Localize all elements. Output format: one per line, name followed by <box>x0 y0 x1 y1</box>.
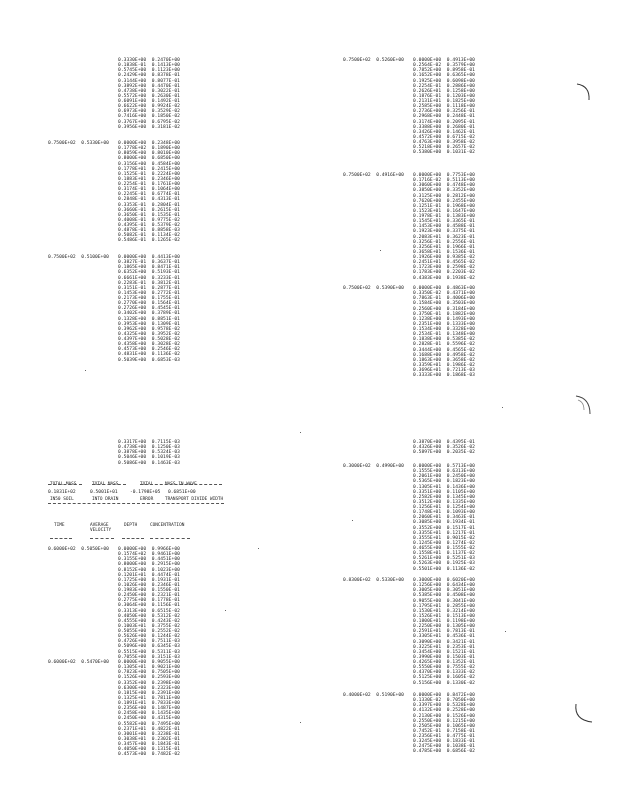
data-row: 0.1325E+01 0.7811E+00 <box>118 695 180 701</box>
data-row: 0.3125E+00 0.2812E+00 <box>413 193 475 199</box>
data-row: 0.0000E+00 0.5713E+00 <box>413 464 475 469</box>
data-row: 0.2968E+00 0.2448E-01 <box>413 114 475 120</box>
data-row: 0.4573E+00 0.7482E-02 <box>118 752 180 758</box>
data-row: 0.5263E+00 0.1925E-03 <box>413 561 475 567</box>
data-row: 0.4572E+00 0.6715E-02 <box>413 134 475 140</box>
data-row: 0.3351E+00 0.1105E+00 <box>413 489 475 495</box>
data-row: 0.4326E+00 0.3526E-02 <box>413 445 475 451</box>
top-right-block-1-header: 0.7500E+02 0.5260E+00 <box>343 58 404 63</box>
data-row: 0.1725E+00 0.1931E-01 <box>118 577 180 583</box>
data-row: 0.4878E-01 0.8858E-03 <box>118 228 180 234</box>
data-row: 0.3256E+01 0.1966E-01 <box>413 244 475 250</box>
data-row: 0.2828E-01 0.5596E-02 <box>413 342 475 348</box>
bottom-right-block-1 <box>413 464 475 572</box>
data-row: 0.1328E+00 0.8851E-01 <box>118 316 180 322</box>
punch-hole-arc-top <box>575 82 595 102</box>
scan-speck <box>380 250 381 251</box>
scan-speck <box>300 722 301 723</box>
data-row: 0.2626E+01 0.1258E+00 <box>413 88 475 94</box>
data-row: 0.3402E+00 0.3789E-01 <box>118 311 180 317</box>
data-row: 0.2591E+01 0.7813E-01 <box>413 629 475 635</box>
data-row: 0.2061E+00 0.2450E+00 <box>413 474 475 480</box>
data-row: 0.1863E+00 0.3658E-02 <box>413 357 475 363</box>
data-row: 0.2283E-01 0.3812E-01 <box>118 280 180 286</box>
col-header-time: TIME <box>54 523 65 528</box>
top-left-block-2 <box>118 141 180 244</box>
data-row: 0.1926E+00 0.9385E-02 <box>413 255 475 260</box>
summary-header-1: TOTAL MASS IN50 SOIL <box>50 482 77 502</box>
col-header-velocity: AVERAGE VELOCITY <box>90 523 112 533</box>
table-rule-1 <box>50 538 72 539</box>
punch-hole-arc-middle <box>572 392 594 422</box>
data-row: 0.3151E-01 0.2877E-01 <box>118 285 180 291</box>
data-row: 0.4050E+00 0.5312E-02 <box>118 613 180 619</box>
data-row: 0.1876E-01 0.1203E+00 <box>413 93 475 99</box>
data-row: 0.2429E+00 0.8378E-01 <box>118 73 180 79</box>
data-row: 0.6352E+00 0.5193E-01 <box>118 270 180 276</box>
data-row: 0.3696E+01 0.7213E-03 <box>413 368 475 373</box>
data-row: 0.7852E+00 0.8958E-01 <box>413 68 475 74</box>
data-row: 0.0000E+00 0.8472E+00 <box>413 693 475 698</box>
data-row: 0.1838E-01 0.1413E+00 <box>118 63 180 69</box>
data-row: 0.1883E+01 0.2346E+00 <box>118 176 180 182</box>
punch-hole-arc-bottom <box>572 700 596 728</box>
data-row: 0.3444E+00 0.4565E-02 <box>413 347 475 353</box>
data-row: 0.3892E+00 0.4470E-01 <box>118 83 180 89</box>
table-rule-3 <box>122 538 144 539</box>
data-row: 0.3990E+00 0.1503E-01 <box>413 654 475 660</box>
data-row: 0.7863E-01 0.4006E+00 <box>413 296 475 302</box>
data-row: 0.4383E+00 0.1938E-02 <box>413 275 475 281</box>
data-row: 0.3512E+00 0.1335E+00 <box>413 499 475 505</box>
data-row: 0.4395E-01 0.5379E-02 <box>118 223 180 228</box>
data-row: 0.5745E+00 0.1123E+00 <box>118 68 180 74</box>
data-row: 0.1545E+01 0.3365E-01 <box>413 219 475 225</box>
scan-speck <box>502 407 503 408</box>
data-row: 0.4397E+00 0.5028E-02 <box>118 337 180 342</box>
data-row: 0.1795E+01 0.2855E+00 <box>413 603 475 609</box>
scan-speck <box>352 520 353 521</box>
data-row: 0.1783E+00 0.2203E-02 <box>413 270 475 276</box>
summary-rule-3 <box>140 484 222 485</box>
data-row: 0.3457E+00 0.1843E-01 <box>118 742 180 747</box>
data-row: 0.5486E-01 0.1265E-02 <box>118 238 180 244</box>
data-row: 0.3555E+01 0.9015E-02 <box>413 535 475 541</box>
data-row: 0.0000E+00 0.2348E+00 <box>118 141 180 146</box>
data-row: 0.1574E+02 0.9461E+00 <box>118 552 180 558</box>
data-row: 0.3650E-01 0.1535E-01 <box>118 212 180 218</box>
data-row: 0.2130E+00 0.1526E+00 <box>413 713 475 719</box>
data-row: 0.3333E+00 0.1868E-03 <box>413 373 475 379</box>
data-row: 0.4008E-01 0.9775E-02 <box>118 217 180 223</box>
summary-header-4: MASS IN WAVE TRANSPORT DIVIDE WIDTH <box>165 482 224 502</box>
data-row: 0.1865E+00 0.8471E-01 <box>118 265 180 271</box>
data-row: 0.2585E+00 0.1118E+00 <box>413 104 475 110</box>
data-row: 0.1523E+01 0.1647E+00 <box>413 208 475 214</box>
data-row: 0.5515E+00 0.5311E-03 <box>118 649 180 655</box>
data-row: 0.3085E+00 0.1934E-01 <box>413 520 475 526</box>
data-row: 0.3005E+00 0.3051E+00 <box>413 588 475 594</box>
data-row: 0.2083E+01 0.3623E-01 <box>413 234 475 240</box>
data-row: 0.8000E+00 0.6850E+00 <box>118 156 180 162</box>
data-row: 0.1526E+01 0.1513E+00 <box>413 613 475 619</box>
data-row: 0.4738E+00 0.1250E-03 <box>118 445 180 451</box>
data-row: 0.3660E-01 0.2615E-01 <box>118 207 180 213</box>
data-row: 0.5572E+00 0.2630E-01 <box>118 93 180 99</box>
data-row: 0.1201E+01 0.4474E-01 <box>118 572 180 578</box>
data-row: 0.1453E+00 0.4588E-01 <box>413 224 475 230</box>
summary-bottom-rule <box>48 503 224 504</box>
data-row: 0.3953E+00 0.1309E-01 <box>118 321 180 327</box>
data-row: 0.3317E+00 0.7115E-03 <box>118 440 180 445</box>
data-row: 0.1978E-01 0.1383E+00 <box>413 214 475 219</box>
data-row: 0.6300E+00 0.2323E+00 <box>118 685 180 691</box>
bottom-right-block-2-header: 0.8300E+02 0.5330E+00 <box>343 578 404 583</box>
summary-rule-2 <box>92 484 126 485</box>
data-row: 0.3552E+00 0.1517E-01 <box>413 525 475 531</box>
data-row: 0.6661E+00 0.3233E-01 <box>118 275 180 281</box>
bottom-left-block-1-header: 0.6000E+02 0.5050E+00 <box>48 547 109 552</box>
data-row: 0.3397E+00 0.5328E+00 <box>413 703 475 709</box>
data-row: 0.1815E+00 0.2391E+00 <box>118 690 180 696</box>
data-row: 0.2060E+01 0.3463E-01 <box>413 515 475 521</box>
data-row: 0.1534E+00 0.3328E+00 <box>413 327 475 332</box>
data-row: 0.0000E+00 0.7753E+00 <box>413 173 475 178</box>
data-row: 0.7055E+00 0.3151E-03 <box>118 654 180 660</box>
data-row: 0.3038E+01 0.2302E-01 <box>118 736 180 742</box>
data-row: 0.6091E+00 0.1492E-01 <box>118 99 180 104</box>
data-row: 0.5380E+00 0.1031E-02 <box>413 150 475 156</box>
data-row: 0.2736E+00 0.3256E-01 <box>413 109 475 115</box>
bottom-right-block-1-header: 0.3000E+02 0.4990E+00 <box>343 464 404 469</box>
data-row: 0.2564E-02 0.3579E+00 <box>413 63 475 69</box>
top-left-block-3-header: 0.7500E+02 0.5100E+00 <box>48 255 109 260</box>
data-row: 0.8000E+00 0.2915E+00 <box>118 562 180 568</box>
top-right-block-3 <box>413 286 475 378</box>
data-row: 0.1530E+01 0.3214E+00 <box>413 608 475 614</box>
scan-speck <box>225 610 226 611</box>
data-row: 0.1026E+00 0.2346E-01 <box>118 582 180 588</box>
data-row: 0.1526E+00 0.2593E+00 <box>118 675 180 681</box>
top-right-block-2-header: 0.7500E+02 0.4916E+00 <box>343 173 404 178</box>
data-row: 0.7452E-01 0.7158E-01 <box>413 728 475 734</box>
data-row: 0.1891E+01 0.7833E+00 <box>118 701 180 706</box>
scan-speck <box>300 432 301 433</box>
data-row: 0.4132E+00 0.2528E+00 <box>413 708 475 714</box>
data-row: 0.5046E+00 0.1019E-03 <box>118 455 180 461</box>
data-row: 0.5055E+00 0.2552E-02 <box>118 629 180 634</box>
data-row: 0.6622E+00 0.9924E-02 <box>118 104 180 110</box>
data-row: 0.5125E+00 0.1605E-02 <box>413 675 475 681</box>
bottom-right-lead-rows <box>413 440 475 455</box>
data-row: 0.2254E-01 0.1761E+00 <box>118 182 180 187</box>
data-row: 0.5156E+00 0.1330E-02 <box>413 680 475 686</box>
summary-header-3: TOTAL ERROR <box>140 482 154 502</box>
data-row: 0.4763E+00 0.3958E-02 <box>413 140 475 145</box>
data-row: 0.3878E+00 0.5324E-03 <box>118 450 180 456</box>
data-row: 0.1238E+00 0.1493E+00 <box>413 316 475 322</box>
data-row: 0.1256E+00 0.6434E+00 <box>413 583 475 589</box>
data-row: 0.2451E+01 0.4565E-02 <box>413 260 475 266</box>
data-row: 0.2450E+00 0.4315E+00 <box>118 716 180 722</box>
data-row: 0.3060E+00 0.4748E+00 <box>413 183 475 189</box>
data-row: 0.2475E+00 0.1038E-01 <box>413 744 475 750</box>
data-row: 0.1245E+00 0.1274E-02 <box>413 540 475 546</box>
data-row: 0.2550E+00 0.1215E+00 <box>413 718 475 724</box>
data-row: 0.1925E+00 0.6098E+00 <box>413 78 475 84</box>
top-right-block-2 <box>413 173 475 281</box>
data-row: 0.3156E+00 0.4584E+00 <box>118 161 180 167</box>
data-row: 0.5365E+00 0.1823E+00 <box>413 479 475 485</box>
col-header-concentration: CONCENTRATION <box>150 523 185 528</box>
data-row: 0.3001E+00 0.3238E-01 <box>118 731 180 737</box>
data-row: 0.1330E-02 0.7050E+00 <box>413 698 475 704</box>
data-row: 0.3330E+00 0.2470E+00 <box>118 58 180 63</box>
top-left-block-1 <box>118 58 180 130</box>
data-row: 0.1453E+00 0.2772E-01 <box>118 290 180 296</box>
data-row: 0.3225E+01 0.2353E-01 <box>413 644 475 650</box>
data-row: 0.3256E-01 0.2556E-01 <box>413 239 475 245</box>
data-row: 0.1800E+01 0.1198E+00 <box>413 619 475 624</box>
data-row: 0.4555E+00 0.4243E-02 <box>118 618 180 624</box>
bottom-right-block-3-header: 0.4000E+02 0.5190E+00 <box>343 693 404 698</box>
data-row: 0.8059E+00 0.8010E+00 <box>118 151 180 157</box>
data-row: 0.3305E+01 0.4536E-01 <box>413 634 475 640</box>
data-row: 0.3850E+00 0.3352E+00 <box>413 188 475 194</box>
col-header-depth: DEPTH <box>124 523 138 528</box>
summary-value-2: 0.5001E+01 <box>90 490 118 495</box>
data-row: 0.2775E+00 0.1778E-01 <box>118 598 180 604</box>
data-row: 0.3090E+00 0.3421E-01 <box>413 639 475 645</box>
data-row: 0.3245E+00 0.1833E-01 <box>413 739 475 745</box>
top-left-block-3 <box>118 255 180 363</box>
table-rule-2 <box>90 538 114 539</box>
data-row: 0.2534E-01 0.1348E+00 <box>413 332 475 338</box>
data-row: 0.0000E+00 0.4913E+00 <box>413 58 475 63</box>
data-row: 0.3388E+00 0.2680E-01 <box>413 124 475 130</box>
data-row: 0.1983E+00 0.1550E-01 <box>118 588 180 593</box>
data-row: 0.1748E+01 0.1093E+00 <box>413 510 475 516</box>
data-row: 0.2245E-01 0.6774E-01 <box>118 192 180 198</box>
data-row: 0.3870E+00 0.4395E-01 <box>413 440 475 445</box>
bottom-left-lead-rows <box>118 440 180 466</box>
data-row: 0.4325E+00 0.3952E-02 <box>118 331 180 337</box>
data-row: 0.1723E+00 0.2598E-02 <box>413 265 475 271</box>
data-row: 0.5501E+00 0.1136E-02 <box>413 566 475 572</box>
data-row: 0.1584E+00 0.3503E+00 <box>413 301 475 307</box>
data-row: 0.3313E+00 0.6515E-02 <box>118 608 180 614</box>
data-row: 0.4726E+00 0.7511E-03 <box>118 639 180 645</box>
data-row: 0.5897E+00 0.2035E-02 <box>413 450 475 456</box>
scan-speck <box>85 370 86 371</box>
data-row: 0.4573E+00 0.2546E-02 <box>118 347 180 353</box>
data-row: 0.4831E+00 0.1136E-02 <box>118 352 180 358</box>
data-row: 0.0000E+00 0.9055E+00 <box>118 660 180 665</box>
data-row: 0.0000E+00 0.4413E+00 <box>118 255 180 260</box>
data-row: 0.4358E+00 0.3028E-02 <box>118 342 180 348</box>
bottom-right-block-3 <box>413 693 475 755</box>
data-row: 0.0000E+00 0.9966E+00 <box>118 547 180 552</box>
data-row: 0.3962E+00 0.9578E-02 <box>118 326 180 332</box>
data-row: 0.2450E+00 0.2321E-01 <box>118 593 180 599</box>
data-row: 0.4265E+00 0.1352E-01 <box>413 660 475 665</box>
data-row: 0.1838E+00 0.5385E-02 <box>413 337 475 343</box>
data-row: 0.3064E+00 0.1156E-01 <box>118 603 180 609</box>
data-row: 0.2505E+00 0.1065E+00 <box>413 723 475 729</box>
data-row: 0.3827E-01 0.3637E-01 <box>118 260 180 266</box>
summary-value-4: 0.6851E+00 <box>168 490 196 495</box>
data-row: 0.3426E+00 0.1462E-01 <box>413 129 475 135</box>
data-row: 0.1688E+00 0.4958E-02 <box>413 352 475 358</box>
bottom-left-block-1 <box>118 547 180 660</box>
data-row: 0.5096E+00 0.6345E-03 <box>118 644 180 650</box>
data-row: 0.5218E+00 0.2657E-02 <box>413 145 475 151</box>
data-row: 0.1778E+02 0.1890E+00 <box>118 146 180 152</box>
data-row: 0.2770E+00 0.1564E-01 <box>118 301 180 307</box>
data-row: 0.1923E+00 0.3375E-01 <box>413 229 475 235</box>
data-row: 0.1305E+01 0.1436E+00 <box>413 484 475 490</box>
data-row: 0.1305E+01 0.9021E+00 <box>118 665 180 671</box>
data-row: 0.2351E+00 0.1333E+00 <box>413 321 475 327</box>
data-row: 0.4785E+00 0.6856E-02 <box>413 749 475 755</box>
data-row: 0.5550E+00 0.7555E-02 <box>413 665 475 671</box>
data-row: 0.2356E+01 0.4775E-01 <box>413 734 475 739</box>
data-row: 0.3359E+01 0.1986E-02 <box>413 362 475 368</box>
data-row: 0.4050E+00 0.1315E-01 <box>118 747 180 753</box>
data-row: 0.4370E+00 0.1333E-02 <box>413 670 475 676</box>
bottom-left-block-2-header: 0.6000E+02 0.5470E+00 <box>48 660 109 665</box>
data-row: 0.3352E+00 0.2398E+00 <box>118 680 180 686</box>
data-row: 0.3000E+00 0.6020E+00 <box>413 578 475 583</box>
summary-rule-1 <box>48 484 82 485</box>
data-row: 0.2726E+00 0.4545E-01 <box>118 306 180 312</box>
data-row: 0.1251E-01 0.1968E+00 <box>413 203 475 209</box>
data-row: 0.3350E-02 0.4371E+00 <box>413 291 475 297</box>
data-row: 0.6973E+00 0.3529E-02 <box>118 109 180 115</box>
table-rule-4 <box>150 538 190 539</box>
data-row: 0.3750E-01 0.1882E+00 <box>413 311 475 317</box>
data-row: 0.7620E+00 0.2455E+00 <box>413 198 475 204</box>
data-row: 0.5626E+00 0.1244E-02 <box>118 634 180 640</box>
data-row: 0.7823E+00 0.7505E+00 <box>118 670 180 676</box>
data-row: 0.0000E+00 0.4863E+00 <box>413 286 475 291</box>
data-row: 0.5261E+00 0.5251E-03 <box>413 556 475 562</box>
summary-value-3: -0.1798E+05 <box>130 490 161 495</box>
data-row: 0.1003E+01 0.3755E-02 <box>118 623 180 629</box>
data-row: 0.2848E-01 0.4313E-01 <box>118 197 180 203</box>
data-row: 0.1716E-02 0.5113E+00 <box>413 178 475 184</box>
data-row: 0.5385E+00 0.4508E+00 <box>413 593 475 599</box>
data-row: 0.3658E+01 0.1536E-01 <box>413 249 475 255</box>
data-row: 0.2173E+00 0.1755E-01 <box>118 296 180 301</box>
data-row: 0.8152E+00 0.1023E+00 <box>118 567 180 573</box>
data-row: 0.3155E+00 0.4451E+00 <box>118 557 180 563</box>
data-row: 0.5086E+00 0.1463E-03 <box>118 460 180 466</box>
summary-header-2: TOTAL MASS INTO DRAIN <box>92 482 119 502</box>
data-row: 0.3353E-01 0.2804E-01 <box>118 202 180 208</box>
data-row: 0.1525E-01 0.2224E+00 <box>118 171 180 177</box>
data-row: 0.3956E+00 0.3181E-02 <box>118 124 180 130</box>
data-row: 0.1256E+01 0.1254E+00 <box>413 505 475 510</box>
data-row: 0.3355E+01 0.1217E-01 <box>413 530 475 536</box>
data-row: 0.5082E-01 0.1134E-02 <box>118 233 180 239</box>
data-row: 0.2560E+00 0.3184E+00 <box>413 306 475 312</box>
data-row: 0.2250E+00 0.1305E+00 <box>413 624 475 630</box>
data-row: 0.4655E+00 0.1555E-02 <box>413 546 475 551</box>
data-row: 0.2356E+00 0.1487E+00 <box>118 706 180 712</box>
data-row: 0.7416E+00 0.1850E-02 <box>118 114 180 120</box>
data-row: 0.2131E+01 0.1825E+00 <box>413 99 475 104</box>
top-right-block-3-header: 0.7500E+02 0.5390E+00 <box>343 286 404 291</box>
scan-speck <box>505 631 506 632</box>
top-left-block-2-header: 0.7500E+02 0.5330E+00 <box>48 141 109 146</box>
data-row: 0.1558E+01 0.1137E-02 <box>413 551 475 557</box>
data-row: 0.1778E+01 0.2415E+00 <box>118 166 180 172</box>
bottom-left-block-2 <box>118 660 180 757</box>
data-row: 0.3144E+00 0.8077E-01 <box>118 78 180 84</box>
data-row: 0.3174E+00 0.2095E-01 <box>413 119 475 125</box>
data-row: 0.1555E+00 0.6313E+00 <box>413 469 475 475</box>
data-row: 0.2371E+01 0.4822E-01 <box>118 726 180 732</box>
top-right-block-1 <box>413 58 475 155</box>
data-row: 0.3174E-01 0.1064E+00 <box>118 187 180 193</box>
data-row: 0.9055E+00 0.3041E+00 <box>413 598 475 604</box>
data-row: 0.3454E+00 0.1521E-01 <box>413 649 475 655</box>
data-row: 0.2254E-01 0.2886E+00 <box>413 83 475 89</box>
data-row: 0.4738E+00 0.3022E-01 <box>118 88 180 94</box>
data-row: 0.2582E+00 0.1345E+00 <box>413 494 475 500</box>
bottom-right-block-2 <box>413 578 475 686</box>
data-row: 0.3767E+00 0.6795E-02 <box>118 119 180 125</box>
scan-speck <box>258 548 259 549</box>
data-row: 0.2458E+00 0.1435E+00 <box>118 711 180 717</box>
summary-value-1: 0.1831E+02 <box>48 490 76 495</box>
data-row: 0.5582E+00 0.7495E+00 <box>118 721 180 727</box>
data-row: 0.5039E+00 0.6853E-03 <box>118 357 180 363</box>
data-row: 0.1652E+00 0.6365E+00 <box>413 73 475 79</box>
